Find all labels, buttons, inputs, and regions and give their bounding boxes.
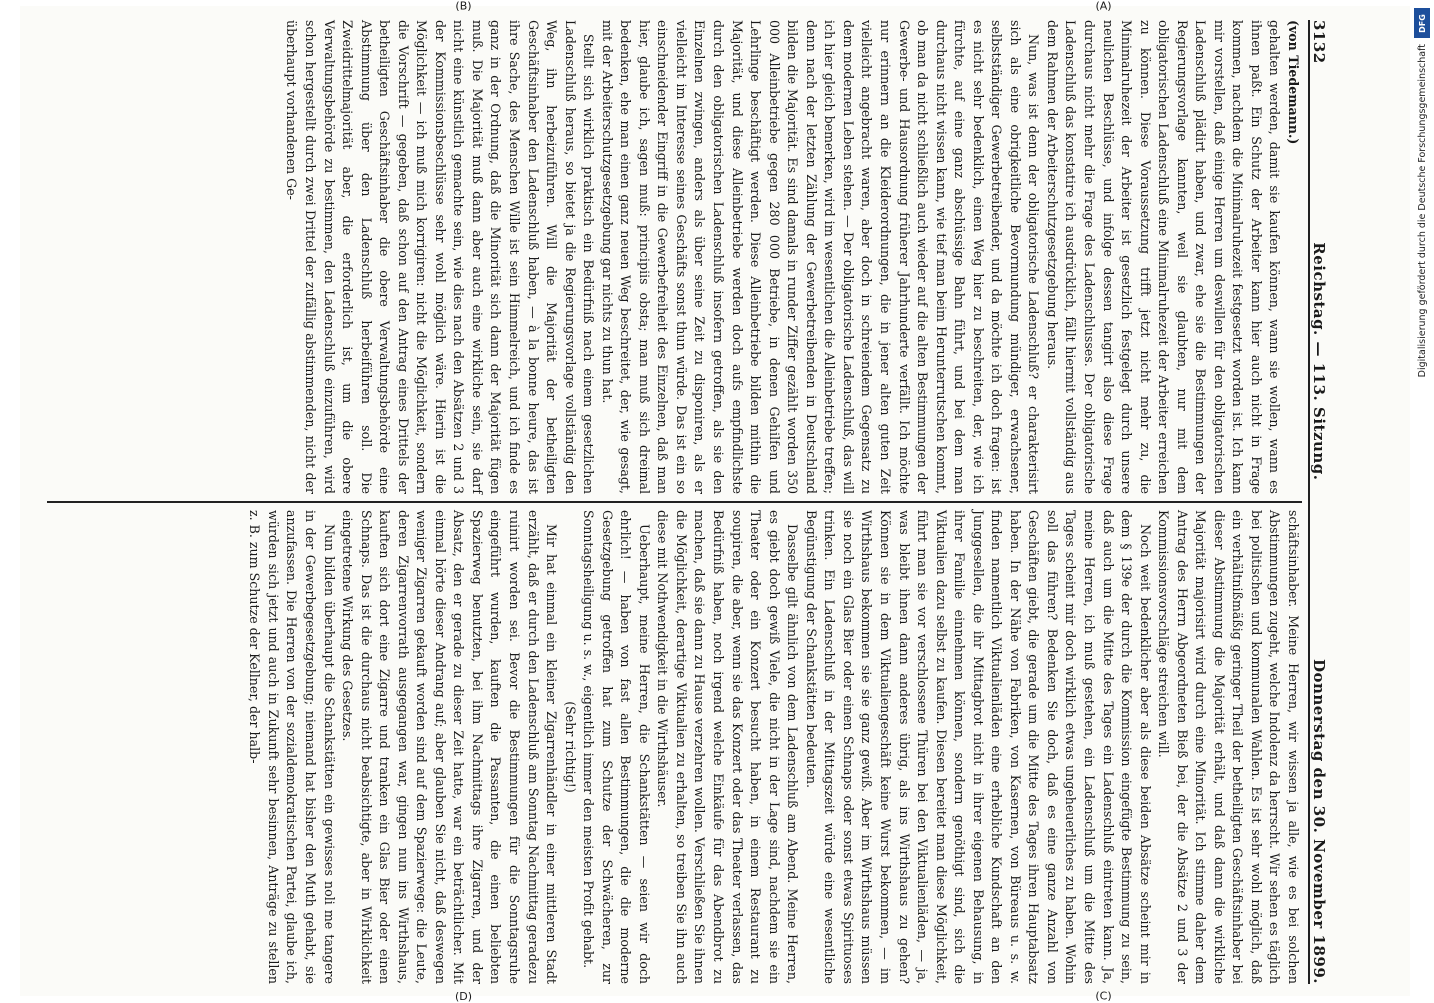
credit-text: Digitalisierung gefördert durch die Deutsche Forschungsgemeinschaft — [1417, 44, 1428, 378]
rotated-page — [40, 0, 1340, 1003]
margin-mark-c: (C) — [1095, 989, 1112, 1003]
margin-mark-b: (B) — [455, 0, 472, 13]
paragraph: Noch weit bedenklicher aber als diese beiden Absätze scheint mir in dem § 139e der durch die Kommission eingefügte Bestimmung zu sein, daß auch um die Mitte des Tages ein Ladenschluß eintreten kann. Ja, meine Herren, ich muß gestehen, ein Ladenschluß um die Mitte des Tages scheint mir doch wirklich etwas ungeheuerliches zu haben. Wohin soll das führen? Bedenken Sie doch, daß es eine ganze Anzahl von Geschäften giebt, die gerade um die Mitte des Tages ihren Hauptabsatz haben. In der Nähe von Fabriken, von Kasernen, von Büreaus u. s. w. finden namentlich Viktualienläden eine erhebliche Kundschaft an den Junggesellen, die ihr Mittagbrot nicht in ihrer eigenen Behausung, in ihrer Familie einnehmen können, sondern genöthigt sind, sich die Viktualien dazu selbst zu kaufen. Diesen bereitet man diese Möglichkeit, führt man sie vor verschlossene Thüren bei den Viktualienläden, — ja, was bleibt ihnen dann anderes übrig, als ins Wirthshaus zu gehen? Können sie in dem Viktualiengeschäft keine Wurst bekommen, — im Wirthshaus bekommen sie sie ganz gewiß. Aber im Wirthshaus müssen sie noch ein Glas Bier oder einen Schnaps oder sonst etwas Spirituoses trinken. Ein Ladenschluß in der Mittagszeit würde eine wesentliche Begünstigung der Schankstätten bedeuten. — [803, 510, 1153, 984]
page-header — [1308, 20, 1340, 984]
paragraph: Ueberhaupt, meine Herren, die Schankstätten — seien wir doch ehrlich! — haben von fast allen Bestimmungen, die die moderne Gesetzgebung getroffen hat zum Schutze der Schwächeren, zur Sonntagsheiligung u. s. w., eigentlich immer den meisten Profit gehabt. — [581, 510, 652, 984]
text-columns — [47, 20, 1302, 984]
paragraph: Nun, was ist denn der obligatorische Ladenschluß? er charakterisirt sich als eine obrigkeitliche Bevormundung mündiger, erwachsener, selbstständiger Gewerbetreibender, und da möchte ich doch fragen: ist es nicht sehr bedenklich, einen Weg hier zu beschreiten, der, wie ich fürchte, auf eine ganz abschüssige Bahn führt, und bei dem man durchaus nicht wissen kann, wie tief man beim Herunterrutschen kommt, ob man da nicht schließlich auch wieder auf die alten Bestimmungen der Gewerbe- und Hausordnung früherer Jahrhunderte verfällt. Ich möchte nur erinnern an die Kleiderordnungen, die in jener alten guten Zeit vielleicht angebracht waren, aber doch in schreiendem Gegensatz zu dem modernen Leben stehen. — Der obligatorische Ladenschluß, das will ich hier gleich bemerken, wird im wesentlichen die Alleinbetriebe treffen; denn nach der letzten Zählung der Gewerbetreibenden in Deutschland bilden die Majorität. Es sind damals in runder Ziffer gezählt worden 350 000 Alleinbetriebe gegen 280 000 Betriebe, in denen Gehilfen und Lehrlinge beschäftigt werden. Diese Alleinbetriebe bilden mithin die Majorität, und diese Alleinbetriebe werden doch aufs empfindlichste durch den obligatorischen Ladenschluß insofern getroffen, als sie den Einzelnen zwingen, anders als über seine Zeit zu disponiren, als er vielleicht im Interesse seines Geschäfts sonst thun würde. Das ist ein so einschneidender Eingriff in die Gewerbefreiheit des Einzelnen, daß man hier, glaube ich, sagen muß: principiis obsta; man muß sich dreimal bedenken, ehe man einen ganz neuen Weg beschreitet, der, wie gesagt, mit der Arbeiterschutzgesetzgebung gar nichts zu thun hat. — [599, 20, 1042, 494]
left-column — [47, 20, 1302, 494]
margin-mark-a: (A) — [1095, 0, 1112, 13]
speaker-name: (von Tiedemann.) — [1286, 20, 1301, 145]
paragraph: gehalten werden, damit sie kaufen können, wann sie wollen, wann es ihnen paßt. Ein Schutz der Arbeiter kann hier auch nicht in Frage kommen, nachdem die Minimalruhezeit festgesetzt worden ist. Ich kann mir vorstellen, daß einige Herren um deswillen für den obligatorischen Ladenschluß plädirt haben, und zwar, ehe sie die Bestimmungen der Regierungsvorlage kannten, weil sie glaubten, nur mit dem obligatorischen Ladenschluß eine Minimalruhezeit der Arbeiter erreichen zu können. Diese Voraussetzung trifft jetzt nicht mehr zu, die Minimalruhezeit der Arbeiter ist gesetzlich festgelegt durch unsere neulichen Beschlüsse, und infolge dessen tangirt also diese Frage durchaus nicht mehr die Frage des Ladenschlusses. Der obligatorische Ladenschluß das konstatire ich ausdrücklich, fällt hiermit vollständig aus dem Rahmen der Arbeiterschutzgesetzgebung heraus. — [1044, 20, 1283, 494]
paragraph: schäftsinhaber. Meine Herren, wir wissen ja alle, wie es bei solchen Abstimmungen zugeht, welche Indolenz da herrscht. Wir sehen es täglich bei politischen und kommunalen Wahlen. Es ist sehr wohl möglich, daß ein verhältnißmäßig geringer Theil der betheiligten Geschäftsinhaber bei dieser Abstimmung die Majorität erhält, und daß dann die wirkliche Majorität majorisirt wird durch eine Minorität. Ich stimme daher dem Antrag des Herrn Abgeordneten Bieß bei, der die Absätze 2 und 3 der Kommissionsvorschläge streichen will. — [1156, 510, 1301, 984]
right-column — [47, 510, 1302, 984]
digitization-credit — [1414, 44, 1432, 734]
column-rule — [47, 501, 1302, 503]
session-date: Donnerstag den 30. November 1899. — [1310, 658, 1328, 984]
page-number: 3132 — [1310, 20, 1328, 64]
paragraph: Stellt sich wirklich praktisch ein Bedürfniß nach einem gesetzlichen Ladenschluß heraus, so bietet ja die Regierungsvorlage vollständig den Weg, ihn herbeizuführen. Will die Majorität der betheiligten Geschäftsinhaber den Ladenschluß haben, — à la bonne heure, das ist ihre Sache, des Menschen Wille ist sein Himmelreich, und ich finde es ganz in der Ordnung, daß die Minorität sich dann der Majorität fügen muß. Die Majorität muß dann aber auch eine wirkliche sein, sie darf nicht eine künstlich gemachte sein, wie dies nach den Absätzen 2 und 3 der Kommissionsbeschlüsse sehr wohl möglich wäre. Hierin ist die Möglichkeit — ich muß mich korrigiren: nicht die Möglichkeit, sondern die Vorschrift — gegeben, daß schon auf den Antrag eines Drittels der betheiligten Geschäftsinhaber die obere Verwaltungsbehörde eine Abstimmung über den Ladenschluß herbeiführen soll. Die Zweidrittelmajorität aber, die erforderlich ist, um die obere Verwaltungsbehörde zu bestimmen, den Ladenschluß einzuführen, wird schon hergestellt durch zwei Drittel der zufällig abstimmenden, nicht der überhaupt vorhandenen Ge- — [284, 20, 597, 494]
interjection: (Sehr richtig!) — [562, 701, 578, 793]
session-title: Reichstag. — 113. Sitzung. — [1310, 242, 1328, 481]
margin-mark-d: (D) — [454, 990, 473, 1003]
paragraph: Nun bilden überhaupt die Schankstätten ein gewisses noli me tangere in der Gewerbegesetzgebung; niemand hat bisher den Muth gehabt, sie anzufassen. Die Herren von der sozialdemokratischen Partei, glaube ich, würden sich jetzt und auch in Zukunft sehr besinnen, Anträge zu stellen z. B. zum Schutze der Kellner, der halb- — [247, 510, 337, 984]
paragraph: Dasselbe gilt ähnlich von dem Ladenschluß am Abend. Meine Herren, es giebt doch gewiß Viele, die nicht in der Lage sind, nachdem sie ein Theater oder ein Konzert besucht haben, in einem Restaurant zu soupiren, die aber, wenn sie das Konzert oder das Theater verlassen, das Bedürfniß haben, noch irgend welche Einkäufe für das Abendbrot zu machen, daß sie dann zu Hause verzehren wollen. Verschließen Sie ihnen die Möglichkeit, derartige Viktualien zu erhalten, so treiben Sie ihn auch diese mit Nothwendigkeit in die Wirthshäuser. — [655, 510, 801, 984]
dfg-logo — [1414, 8, 1430, 38]
dfg-logo-text: DFG — [1417, 13, 1427, 33]
paragraph: Mir hat einmal ein kleiner Zigarrenhändler in einer mittleren Stadt erzählt, daß er durch den Ladenschluß am Sonntag Nachmittag geradezu ruinirt worden sei. Bevor die Bestimmungen für die Sonntagsruhe eingeführt wurden, kauften die Passanten, die einen beliebten Spazierweg benutzten, bei ihm Nachmittags ihre Zigarren, und der Absatz, den er gerade zu dieser Zeit hatte, war ein beträchtlicher. Mit einmal hörte dieser Andrang auf; aber glauben Sie nicht, daß deswegen weniger Zigarren gekauft worden sind auf dem Spazierwege: die Leute, deren Zigarrenvorrath ausgegangen war, gingen nun ins Wirthshaus, kauften sich dort eine Zigarre und tranken ein Glas Bier oder einen Schnaps. Das ist die durchaus nicht beabsichtigte, aber in Wirklichkeit eingetretene Wirkung des Gesetzes. — [340, 510, 560, 984]
scanned-page — [20, 0, 1410, 1003]
